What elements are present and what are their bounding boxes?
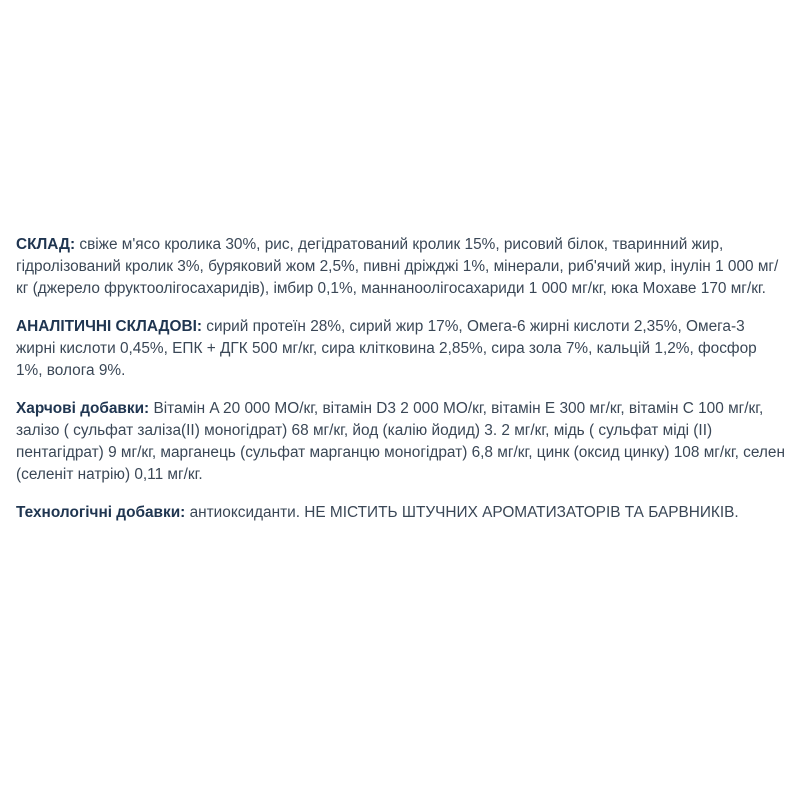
- technological-additives-section: [16, 502, 786, 524]
- nutritional-additives-text: Вітамін A 20 000 МО/кг, вітамін D3 2 000 МО/кг, вітамін E 300 мг/кг, вітамін C 100 мг/кг, залізо ( сульфат заліза(II) моногідрат) 68 мг/кг, йод (калію йодид) 3. 2 мг/кг, мідь ( сульфат міді (II) пентагідрат) 9 мг/кг, марганець (сульфат марганцю моногідрат) 6,8 мг/кг, цинк (оксид цинку) 108 мг/кг, селен (селеніт натрію) 0,11 мг/кг.: [16, 400, 785, 483]
- ingredients-document: [16, 234, 786, 540]
- nutritional-additives-section: [16, 398, 786, 486]
- analytical-constituents-section: [16, 316, 786, 382]
- technological-additives-text: антиоксиданти. НЕ МІСТИТЬ ШТУЧНИХ АРОМАТИЗАТОРІВ ТА БАРВНИКІВ.: [185, 504, 739, 521]
- analytical-constituents-label: АНАЛІТИЧНІ СКЛАДОВІ:: [16, 318, 202, 335]
- technological-additives-label: Технологічні добавки:: [16, 504, 186, 521]
- composition-label: СКЛАД:: [16, 236, 76, 253]
- analytical-constituents-text: сирий протеїн 28%, сирий жир 17%, Омега-6 жирні кислоти 2,35%, Омега-3 жирні кислоти 0,45%, ЕПК + ДГК 500 мг/кг, сира клітковина 2,85%, сира зола 7%, кальцій 1,2%, фосфор 1%, волога 9%.: [16, 318, 757, 379]
- nutritional-additives-label: Харчові добавки:: [16, 400, 150, 417]
- composition-section: [16, 234, 786, 300]
- composition-text: свіже м'ясо кролика 30%, рис, дегідратований кролик 15%, рисовий білок, тваринний жир, гідролізований кролик 3%, буряковий жом 2,5%, пивні дріжджі 1%, мінерали, риб'ячий жир, інулін 1 000 мг/кг (джерело фруктоолігосахаридів), імбир 0,1%, маннаноолігосахариди 1 000 мг/кг, юка Мохаве 170 мг/кг.: [16, 236, 779, 297]
